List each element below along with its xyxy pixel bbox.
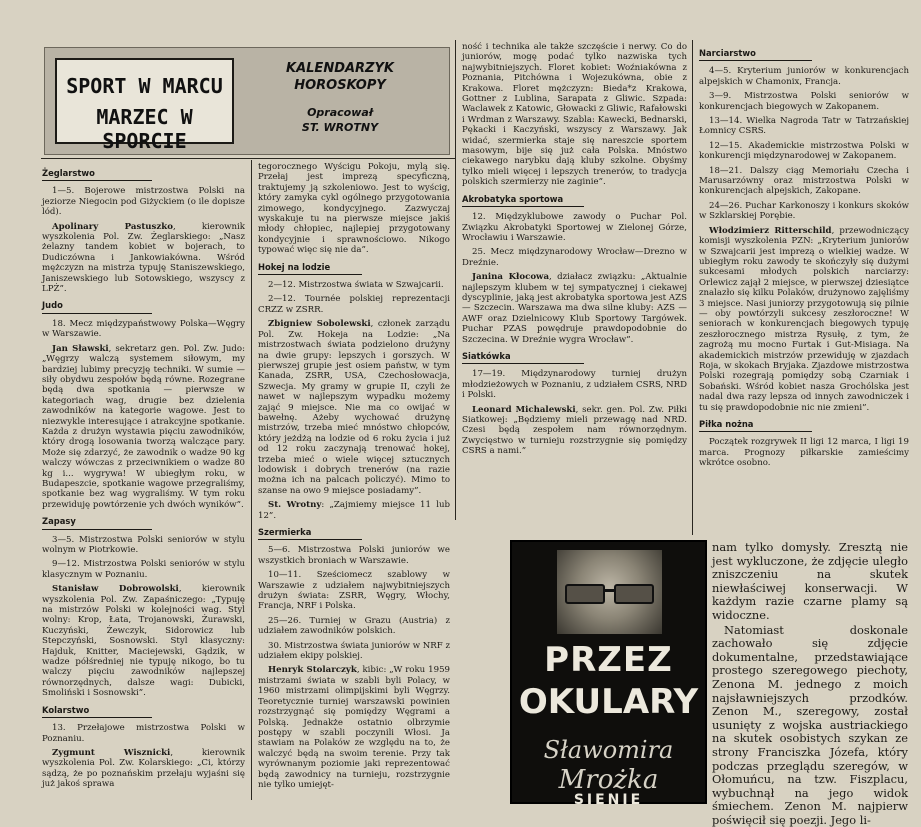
paragraph — [42, 222, 245, 295]
paragraph: 13—14. Wielka Nagroda Tatr w Tatrzańskiej Łomnicy CSRS. — [699, 116, 909, 137]
section-heading: Żeglarstwo — [42, 168, 152, 181]
paragraph: nam tylko domysły. Zresztą nie jest wykluczone, że zdjęcie uległo zniszczeniu na skutek niewłaściwej konserwacji. W każdym razie czarne plamy są widoczne. — [712, 540, 908, 622]
paragraph: 10—11. Sześciomecz szablowy w Warszawie z udziałem najwybitniejszych drużyn świata: ZSRR, Węgry, Włochy, Francja, NRF i Polska. — [258, 570, 450, 612]
section-banner — [44, 47, 450, 155]
paragraph — [42, 748, 245, 790]
article-column-2 — [258, 162, 450, 794]
paragraph — [42, 344, 245, 511]
column-rule — [251, 160, 252, 800]
paragraph: 12—15. Akademickie mistrzostwa Polski w konkurencji międzynarodowej w Zakopanem. — [699, 140, 909, 162]
paragraph: 2—12. Mistrzostwa świata w Szwajcarii. — [268, 280, 444, 291]
paragraph: 3—9. Mistrzostwa Polski seniorów w konkurencjach biegowych w Zakopanem. — [699, 91, 909, 112]
paragraph: 1—5. Bojerowe mistrzostwa Polski na jeziorze Niegocin pod Giżyckiem (o ile dopisze lód). — [42, 186, 245, 218]
paragraph — [462, 405, 687, 457]
sport-title-line2: MARZEC W SPORCIE — [96, 105, 193, 153]
quoted-person: Zygmunt Wisznicki — [52, 747, 171, 758]
quoted-person: Apolinary Pastuszko — [52, 221, 173, 232]
quoted-person: Włodzimierz Ritterschild — [709, 225, 832, 236]
paragraph: 17—19. Międzynarodowy turniej drużyn młodzieżowych w Poznaniu, z udziałem CSRS, NRD i Polski. — [462, 369, 687, 401]
paragraph — [462, 272, 687, 345]
kalendarzyk-label: KALENDARZYK — [286, 61, 394, 76]
section-heading: Akrobatyka sportowa — [462, 194, 584, 207]
cover-author-first: Sławomira — [543, 736, 674, 764]
paragraph: 12. Międzyklubowe zawody o Puchar Pol. Związku Akrobatyki Sportowej w Zielonej Górze, Wrocławiu i Warszawie. — [462, 212, 687, 243]
quote-text: , członek zarządu Pol. Zw. Hokeja na Lodzie: „Na mistrzostwach świata podzielono drużyny na dwie grupy: lepszych i gorszych. W pierwszej grupie jest osiem państw, w tym Kanada, ZSRR, USA, Czechosłowacja, Szwecja. My gramy w grupie II, czyli że nawet w najlepszym wypadku możemy zająć 9 miejsce. Nie ma co owijać w bawełnę. Ażeby wychować drużynę mistrzów, trzeba mieć mnóstwo chłopców, który jeżdżą na lodzie od 6 roku życia i już od 12 roku zaczynają trenować hokej, trzeba mieć o wiele więcej sztucznych lodowisk i dobrych trenerów (na razie można ich na palcach policzyć). Mimo to szanse na owo 9 miejsce posiadamy”. — [258, 319, 450, 496]
paragraph — [42, 584, 245, 698]
paragraph: 18—21. Dalszy ciąg Memoriału Czecha i Marusarzówny oraz mistrzostwa Polski w konkurencjach alpejskich, Zakopane. — [699, 165, 909, 197]
author-byline: ST. WROTNY — [301, 121, 379, 134]
paragraph: 5—6. Mistrzostwa Polski juniorów we wszystkich broniach w Warszawie. — [258, 545, 450, 566]
cover-author-last: Mrożka — [558, 765, 659, 795]
section-heading: Judo — [42, 300, 152, 313]
paragraph: tegorocznego Wyścigu Pokoju, mylą się. Przełaj jest imprezą specyficzną, traktujemy ją szkoleniowo. Jest to wyścig, który zamyka cykl ogólnego przygotowania zimowego, kondycyjnego. Zazwyczaj wyskakuje tu na pierwsze miejsce jakiś młody chłopiec, najlepiej przygotowany kondycyjnie i sprawnościowo. Nikogo typować więc się nie da”. — [258, 162, 450, 256]
paragraph — [699, 226, 909, 413]
cover-title-line1: PRZEZ — [544, 640, 673, 680]
paragraph: 25—26. Turniej w Grazu (Austria) z udziałem zawodników polskich. — [258, 615, 450, 637]
section-heading: Narciarstwo — [699, 48, 812, 61]
section-heading: Zapasy — [42, 516, 152, 529]
article-column-4 — [699, 42, 909, 473]
paragraph: 13. Przełajowe mistrzostwa Polski w Poznaniu. — [42, 723, 245, 744]
article-column-1 — [42, 162, 245, 794]
opracowal-label: Opracował — [307, 106, 373, 119]
cover-bottom-text: SIENIE — [573, 792, 644, 808]
paragraph: 25. Mecz międzynarodowy Wrocław—Drezno w Dreźnie. — [462, 247, 687, 268]
paragraph: 2—12. Tournée polskiej reprezentacji CRZZ w ZSRR. — [258, 294, 450, 315]
quote-text: : „Zajmiemy miejsce 11 lub 12”. — [258, 500, 450, 521]
column-rule — [455, 40, 456, 520]
paragraph — [258, 500, 450, 521]
quoted-person: Janina Kłocowa — [472, 272, 550, 283]
paragraph: ność i technika ale także szczęście i nerwy. Co do juniorów, mogę podać tylko nazwiska tych najwybitniejszych. Floret kobiet: Woźniakówna z Poznania, Pitchówna i Wojezukówna, obie z Krakowa. Floret mężczyzn: Bieda*z Krakowa, Gottner z Lublina, Sarapata z Gliwic. Szpada: Waclawek z Katowic, Głowacki z Gliwic, Rafałowski i Wrdman z Warszawy. Szabla: Kawecki, Bednarski, Pękacki i Kaczyński, wszyscy z Warszawy. Jak widać, szermierka staje się nareszcie sportem masowym, bije się już cała Polska. Mnóstwo ciekawego narybku dają kluby szkolne. Obyśmy tylko mieli więcej i lepszych trenerów, to tradycja polskich szermierzy nie zaginie”. — [462, 42, 687, 188]
portrait-photo — [557, 550, 662, 634]
quote-text: , kibic: „W roku 1959 mistrzami świata w szabli byli Polacy, w 1960 mistrzami olimpijskimi byli Węgrzy. Teoretycznie turniej warszawski powinien rozstrzygnąć się pomiędzy Węgrami a Polską. Jednakże ostatnio olbrzymie postępy w szabli poczynili Włosi. Ja stawiam na Polaków ze względu na to, że walczyć będą na swoim terenie. Przy tak wyrównanym poziomie jaki reprezentować będą zawodnicy na turnieju, rozstrzygnie nie tylko umiejęt- — [258, 665, 450, 790]
paragraph: 30. Mistrzostwa świata juniorów w NRF z udziałem ekipy polskiej. — [258, 640, 450, 662]
quote-text: , sekretarz gen. Pol. Zw. Judo: „Węgrzy walczą systemem siłowym, my bardziej lubimy precyzję techniki. W sumie — siły obydwu zespołów będą równe. Rozegrane będą dwa spotkania — pierwsze w kategoriach wag, drugie bez dzielenia zawodników na kategorie wagowe. Jest to niezwykle interesujące i atrakcyjne spotkanie. Każda z drużyn wystawia pięciu zawodników, który drogą losowania tworzą walczące pary. Może się zdarzyć, że zawodnik o wadze 90 kg walczy wówczas z przeciwnikiem o wadze 80 kg i... wygrywa! W ubiegłym roku, w Budapeszcie, spotkanie wagowe przegraliśmy, spotkanie bez wag wygraliśmy. W tym roku przewiduję powtórzenie ych dwóch wyników”. — [42, 343, 245, 510]
banner-rule — [41, 158, 455, 159]
quote-text: , działacz związku: „Aktualnie najlepszym klubem w tej sympatycznej i ciekawej dyscyplinie, jaką jest akrobatyka sportowa jest AZS — Szczecin. Warszawa ma dwa silne kluby: AZS — AWF oraz Dzielnicowy Klub Sportowy Targówek. Puchar PZAS powędruje prawdopodobnie do Szczecina. W Dreźnie wygra Wrocław”. — [462, 272, 687, 345]
quoted-person: Zbigniew Sobolewski — [268, 319, 371, 330]
section-heading: Szermierka — [258, 527, 362, 540]
paragraph: 9—12. Mistrzostwa Polski seniorów w stylu klasycznym w Poznaniu. — [42, 559, 245, 580]
section-heading: Kolarstwo — [42, 705, 152, 718]
article-column-3 — [462, 42, 687, 461]
quote-text: , sekr. gen. Pol. Zw. Piłki Siatkowej: „Będziemy mieli przewagę nad NRD. Czesi będą zespołem nam równorzędnym. Zwycięstwo w turnieju rozstrzygnie się pomiędzy CSRS a nami.” — [462, 404, 687, 457]
paragraph: 18. Mecz międzypaństwowy Polska—Węgry w Warszawie. — [42, 318, 245, 340]
sport-title-line1: SPORT W MARCU — [66, 74, 223, 98]
horoskopy-label: HOROSKOPY — [294, 78, 386, 93]
paragraph: 3—5. Mistrzostwa Polski seniorów w stylu wolnym w Piotrkowie. — [42, 534, 245, 555]
paragraph: 4—5. Kryterium juniorów w konkurencjach alpejskich w Chamonix, Francja. — [699, 66, 909, 87]
quoted-person: Jan Sławski — [52, 343, 109, 354]
quoted-person: St. Wrotny — [268, 500, 322, 511]
quoted-person: Leonard Michalewski — [472, 404, 576, 415]
sport-title-box — [55, 58, 234, 153]
section-heading: Siatkówka — [462, 351, 584, 364]
story-column — [712, 541, 908, 827]
quoted-person: Stanisław Dobrowolski — [52, 584, 179, 595]
paragraph — [258, 665, 450, 790]
section-heading: Hokej na lodzie — [258, 262, 362, 275]
paragraph: Początek rozgrywek II ligi 12 marca, I ligi 19 marca. Prognozy piłkarskie zamieścimy wkrótce osobno. — [699, 437, 909, 469]
book-cover-image — [510, 540, 707, 808]
cover-title-line2: OKULARY — [518, 682, 699, 722]
paragraph: 24—26. Puchar Karkonoszy i konkurs skoków w Szklarskiej Porębie. — [699, 200, 909, 222]
column-rule — [692, 40, 693, 535]
paragraph — [258, 319, 450, 496]
glasses-icon — [565, 584, 654, 600]
section-heading: Piłka nożna — [699, 419, 812, 432]
quote-text: , przewodniczący komisji wyszkolenia PZN: „Kryterium juniorów w Szwajcarii jest imprezą o wielkiej wadze. W ubiegłym roku zawody te skończyły się dużymi sukcesami młodych polskich narciarzy: Orlewicz zajął 2 miejsce, w pierwszej dziesiątce znalazło się kilku Polaków, drużynowo zajęliśmy 3 miejsce. Nasi juniorzy przygotowują się pilnie — oby powtórzyli sukcesy zeszłoroczne! W seniorach w konkurencjach biegowych typuję zeszłorocznego mistrza Rysułę, z tym, że zagrożą mu mocno Furtak i Gut-Misiaga. Na akademickich mistrzów przewiduję w zjazdach Roja, w skokach Bryjaka. Zjazdowe mistrzostwa Polski rozegrają pomiędzy sobą Czarniak i Sobański. Wśród kobiet nasza Grochólska jest nadal dwa razy lepsza od innych zawodniczek i tu się prawdopodobnie nic nie zmieni”. — [699, 225, 909, 413]
paragraph: Natomiast doskonale zachowało się zdjęcie dokumentalne, przedstawiające prostego szeregowego piechoty, Zenona M. jednego z moich najsławniejszych przodków. Zenon M., szeregowy, został usunięty z wojska austriackiego na skutek osobistych szykan ze strony Franciszka Józefa, który podczas przeglądu szeregów, w Ołomuńcu, na tzw. Fiszplacu, wybuchnął na jego widok śmiechem. Zenon M. najpierw poświęcił się poezji. Jego li- — [712, 622, 908, 827]
quote-text: , kierownik wyszkolenia Pol. Zw. Żeglarskiego: „Nasz żelazny tandem kobiet w bojerach, to Dudiczówna i Jankowiakówna. Wśród mężczyzn na mistrza typuję Staniszewskiego, Janiszewskiego lub Sotowskiego, wszyscy z LPŻ”. — [42, 221, 246, 295]
quoted-person: Henryk Stolarczyk — [268, 665, 357, 676]
quote-text: , kierownik wyszkolenia Pol. Zw. Kolarskiego: „Ci, którzy sądzą, że po poznańskim przełaju wyjaśni się już jakoś sprawa — [42, 747, 246, 790]
quote-text: , kierownik wyszkolenia Pol. Zw. Zapaśniczego: „Typuję na mistrzów Polski w kolejności wag. Styl wolny: Krop, Łata, Trojanowski, Żurawski, Kuczyński, Żewczyk, Sidorowicz lub Stepczyński, Sosnowski. Styl klasyczny: Hajduk, Knitter, Maciejewski, Gądzik, w wadze półśredniej nie typuję nikogo, bo tu walczy pięciu zawodników najlepszej równorzędnych, dalsze wagi: Dubicki, Smoliński i Sosnowski”. — [42, 584, 245, 699]
